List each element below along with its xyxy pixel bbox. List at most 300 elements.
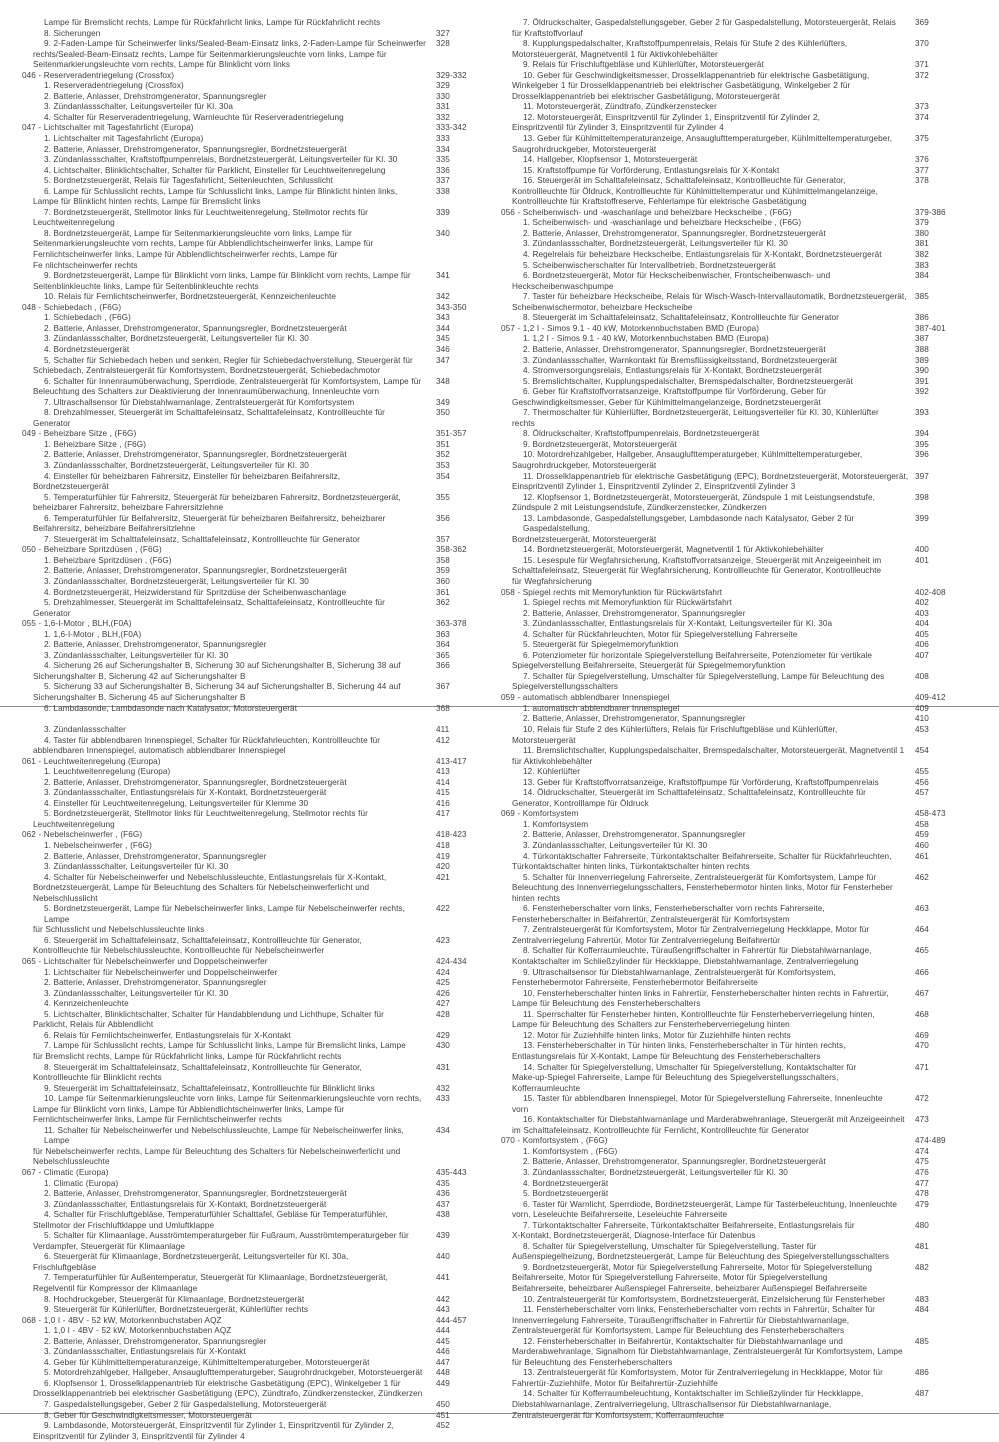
index-entry-text: [22, 155, 436, 166]
index-entry-line: 8. Hochdruckgeber, Steuergerät für Klimaanlage, Bordnetzsteuergerät: [44, 1294, 305, 1304]
index-entry: [501, 1115, 961, 1136]
page-2: [0, 707, 999, 1441]
index-entry-text: [501, 852, 915, 873]
index-entry-text: [501, 1168, 915, 1179]
index-entry-page-number: 349: [436, 397, 450, 407]
index-entry: [22, 102, 482, 113]
index-entry-text: [22, 936, 436, 957]
index-entry: [22, 1347, 482, 1358]
index-entry-text: [501, 1337, 915, 1369]
index-entry-text: [501, 925, 915, 946]
index-entry-page-number: 435-443: [436, 1167, 467, 1177]
index-entry-line: Seitenmarkierungsleuchte vorn rechts, Lampe für Abblendlichtscheinwerfer links, Lampe für: [33, 239, 374, 249]
index-entry-line: Nebelschlussleuchte: [33, 1157, 110, 1167]
index-entry: [22, 1326, 482, 1337]
index-entry-text: [501, 366, 915, 377]
index-entry-line: Drosselklappenantrieb bei elektrischer Gasbetätigung, Motorsteuergerät: [512, 91, 780, 101]
index-entry-line: 3. Zündanlassschalter, Warnkontakt für Bremsflüssigkeitsstand, Bordnetzsteuergerät: [523, 355, 837, 365]
index-entry-text: [22, 957, 436, 968]
index-entry-line: 049 - Beheizbare Sitze , (F6G): [22, 429, 137, 439]
index-entry-line: Fensterhebermotor Fahrerseite, Fensterhebermotor Beifahrerseite: [512, 978, 758, 988]
index-entry-page-number: 395: [915, 439, 929, 449]
index-entry-page-number: 438: [436, 1210, 450, 1220]
index-entry-text: [501, 1094, 915, 1115]
index-entry-line: Drosselklappenantrieb bei elektrischer Gasbetätigung (EPC), Zündtrafo, Zündkerzenstecker, Zündkerzen: [33, 1389, 423, 1399]
index-entry-text: [22, 630, 436, 641]
index-entry-line: Lampe für Blinklicht vorn links, Lampe für Abblendlichtscheinwerfer links, Lampe für: [33, 1104, 345, 1114]
index-entry-line: Beleuchtung des Schalters zur Deaktivierung der Innenraumüberwachung, Innenleuchte vorn: [33, 387, 380, 397]
index-entry-line: 2. Batterie, Anlasser, Drehstromgenerator, Spannungsregler: [523, 714, 746, 724]
index-entry-line: 7. Ultraschallsensor für Diebstahlwarnanlage, Zentralsteuergerät für Komfortsystem: [44, 397, 355, 407]
index-entry-page-number: 422: [436, 904, 450, 914]
index-entry-text: [22, 598, 436, 619]
index-entry-line: 7. Öldruckschalter, Gaspedalstellungsgeber, Geber 2 für Gaspedalstellung, Motorsteuergerät, Relais: [523, 18, 896, 27]
index-entry-page-number: 380: [915, 228, 929, 238]
index-entry-line: 2. Batterie, Anlasser, Drehstromgenerator, Spannungsregler: [44, 640, 267, 650]
index-entry-line: 062 - Nebelscheinwerfer , (F6G): [22, 830, 143, 840]
index-entry-text: [501, 556, 915, 588]
index-entry-page-number: 483: [915, 1294, 929, 1304]
index-entry: [22, 334, 482, 345]
index-entry: [501, 324, 961, 335]
index-entry: [501, 1389, 961, 1421]
index-entry-page-number: 384: [915, 271, 929, 281]
index-entry-line: 10. Motordrehzahlgeber, Hallgeber, Ansauglufttemperaturgeber, Kühlmitteltemperaturgeber,: [523, 450, 863, 460]
index-entry-text: [22, 1316, 436, 1327]
index-entry-page-number: 410: [915, 714, 929, 724]
index-entry-line: Lampe für Blinklicht hinten rechts, Lampe für Bremslicht links: [33, 197, 261, 207]
index-entry-text: [501, 651, 915, 672]
index-entry-line: 2. Batterie, Anlasser, Drehstromgenerator, Spannungsregler, Bordnetzsteuergerät: [44, 450, 347, 460]
index-entry-page-number: 437: [436, 1199, 450, 1209]
index-entry-line: 6. Taster für Warnlicht, Sperrdiode, Bordnetzsteuergerät, Lampe für Tasterbeleuchtung, Innenleuchte: [523, 1199, 897, 1209]
index-entry-page-number: 352: [436, 450, 450, 460]
index-entry-line: 5. Temperaturfühler für Fahrersitz, Steuergerät für beheizbaren Fahrersitz, Bordnetzsteuergerät,: [44, 492, 401, 502]
index-entry-page-number: 419: [436, 851, 450, 861]
index-entry-line: 10. Relais für Stufe 2 des Kühlerlüfters, Relais für Frischluftgebläse und Kühlerlüfter,: [523, 725, 838, 734]
index-entry-line: 4. Bordnetzsteuergerät: [44, 344, 130, 354]
index-entry-line: 1. Komfortsystem: [523, 819, 589, 829]
index-entry-page-number: 485: [915, 1336, 929, 1346]
index-entry-text: [22, 830, 436, 841]
index-entry-line: 8. Drehzahlmesser, Steuergerät im Schalttafeleinsatz, Schalttafeleinsatz, Kontrollleuchte für: [44, 408, 385, 418]
index-entry-text: [22, 450, 436, 461]
index-entry-text: [501, 1179, 915, 1190]
index-entry-page-number: 452: [436, 1421, 450, 1431]
index-entry: [22, 630, 482, 641]
index-entry-text: [501, 809, 915, 820]
index-entry-line: Fe nlichtscheinwerfer rechts: [33, 260, 138, 270]
index-entry-text: [501, 1295, 915, 1306]
index-entry: [22, 799, 482, 810]
index-entry-page-number: 388: [915, 344, 929, 354]
index-entry-page-number: 387: [915, 334, 929, 344]
index-entry: [501, 556, 961, 588]
index-entry: [22, 661, 482, 682]
index-entry-line: 15. Kraftstoffpumpe für Vorförderung, Entlastungsrelais für X-Kontakt: [523, 165, 780, 175]
index-entry-page-number: 364: [436, 640, 450, 650]
index-entry-page-number: 382: [915, 250, 929, 260]
index-entry-page-number: 439: [436, 1231, 450, 1241]
index-entry: [501, 788, 961, 809]
index-entry-line: Zentralsteuergerät für Komfortsystem, Lampe für Beleuchtung des Fensterheberschalters: [512, 1326, 845, 1336]
index-entry: [22, 852, 482, 863]
index-entry-page-number: 415: [436, 788, 450, 798]
index-entry: [501, 71, 961, 103]
index-entry-line: 3. Zündanlassschalter, Kraftstoffpumpenrelais, Bordnetzsteuergerät, Leitungsverteiler für Kl. 30: [44, 155, 398, 165]
index-entry-line: 6. Steuergerät für Klimaanlage, Bordnetzsteuergerät, Leitungsverteiler für Kl. 30a,: [44, 1252, 349, 1262]
index-entry: [501, 904, 961, 925]
index-entry: [22, 356, 482, 377]
index-entry: [501, 39, 961, 60]
index-entry-line: Seitenmarkierungsleuchte vorn rechts, Lampe für Blinklicht vorn links: [33, 60, 291, 70]
index-entry-line: 12. Motorsteuergerät, Einspritzventil für Zylinder 1, Einspritzventil für Zylinder 2,: [523, 112, 820, 122]
index-entry: [501, 450, 961, 471]
index-entry: [501, 218, 961, 229]
index-entry: [501, 619, 961, 630]
index-entry-page-number: 417: [436, 809, 450, 819]
index-entry: [22, 862, 482, 873]
index-entry: [501, 767, 961, 778]
index-entry: [22, 166, 482, 177]
index-entry-text: [22, 81, 436, 92]
index-entry-text: [501, 968, 915, 989]
index-entry-page-number: 387-401: [915, 323, 946, 333]
index-entry-page-number: 373: [915, 102, 929, 112]
index-entry-text: [501, 166, 915, 177]
index-entry-page-number: 392: [915, 387, 929, 397]
index-entry-page-number: 338: [436, 186, 450, 196]
index-entry: [501, 102, 961, 113]
index-entry-text: [22, 968, 436, 979]
index-entry-line: 5. Motordrehzahlgeber, Hallgeber, Ansauglufttemperaturgeber, Saugrohrdruckgeber, Motorsteuergerät: [44, 1368, 423, 1378]
index-entry-line: 3. Zündanlassschalter, Entlastungsrelais für X-Kontakt, Bordnetzsteuergerät: [44, 788, 327, 798]
index-entry-line: Kontrollleuchte für Kraftstoffreserve, Fehlerlampe für elektrische Gasbetätigung: [512, 197, 807, 207]
index-entry-page-number: 330: [436, 91, 450, 101]
index-entry-line: Zündspule 2 mit Leistungsendstufe, Zündkerzenstecker, Zündkerzen: [512, 503, 767, 513]
index-entry-page-number: 454: [915, 746, 929, 756]
index-entry-page-number: 341: [436, 271, 450, 281]
index-entry-text: [22, 313, 436, 324]
index-entry-text: [501, 250, 915, 261]
index-entry-line: 6. Schalter für Innenraumüberwachung, Sperrdiode, Zentralsteuergerät für Komfortsystem, Lampe für: [44, 376, 422, 386]
index-entry: [22, 968, 482, 979]
index-entry-page-number: 424-434: [436, 957, 467, 967]
index-entry: [22, 229, 482, 271]
index-entry: [22, 577, 482, 588]
index-entry-text: [22, 725, 436, 736]
index-entry-line: Beleuchtung des Innenverriegelungsschalters, Fensterhebermotor hinten links, Motor für Fensterheber: [512, 883, 893, 893]
index-entry: [22, 39, 482, 71]
index-entry-text: [22, 123, 436, 134]
index-entry-line: 7. Gaspedalstellungsgeber, Geber 2 für Gaspedalstellung, Motorsteuergerät: [44, 1400, 327, 1409]
index-entry-line: 047 - Lichtschalter mit Tagesfahrlicht (Europa): [22, 123, 194, 133]
index-entry-page-number: 436: [436, 1189, 450, 1199]
index-entry-line: 13. Lambdasonde, Gaspedalstellungsgeber, Lambdasonde nach Katalysator, Geber 2 für Gaspedalstellung,: [523, 513, 855, 534]
index-entry: [22, 1010, 482, 1031]
index-entry-text: [22, 429, 436, 440]
index-entry-page-number: 400: [915, 545, 929, 555]
index-entry-line: 1. Schiebedach , (F6G): [44, 313, 131, 323]
index-entry-line: hinten rechts: [512, 893, 561, 903]
index-entry: [501, 1031, 961, 1042]
index-entry-text: [501, 1115, 915, 1136]
index-entry-line: 1. Spiegel rechts mit Memoryfunktion für Rückwärtsfahrt: [523, 598, 732, 608]
index-entry-text: [22, 176, 436, 187]
index-entry-page-number: 358-362: [436, 545, 467, 555]
index-entry-line: 5. Bordnetzsteuergerät: [523, 1189, 609, 1199]
index-entry-text: [501, 630, 915, 641]
index-entry-page-number: 408: [915, 671, 929, 681]
index-entry-text: [22, 377, 436, 398]
index-entry: [22, 472, 482, 493]
index-entry-text: [501, 39, 915, 60]
index-entry-line: Türkontaktschalter hinten links, Türkontaktschalter hinten rechts: [512, 862, 750, 872]
index-entry-page-number: 344: [436, 323, 450, 333]
index-entry-page-number: 351-357: [436, 429, 467, 439]
index-entry-line: 14. Bordnetzsteuergerät, Motorsteuergerät, Magnetventil 1 für Aktivkohlebehälter: [523, 545, 824, 555]
index-entry-text: [501, 619, 915, 630]
index-entry-line: 9. 2-Faden-Lampe für Scheinwerfer links/Sealed-Beam-Einsatz links, 2-Faden-Lampe für Scheinwerfer: [44, 39, 426, 49]
index-entry: [22, 566, 482, 577]
index-entry: [501, 651, 961, 672]
index-entry: [501, 1157, 961, 1168]
index-entry-text: [22, 187, 436, 208]
index-entry-text: [22, 1295, 436, 1306]
index-entry-text: [501, 292, 915, 313]
index-entry-page-number: 426: [436, 988, 450, 998]
index-entry-text: [22, 1189, 436, 1200]
index-entry-line: 3. Zündanlassschalter, Bordnetzsteuergerät, Leitungsverteiler für Kl. 30: [523, 1167, 788, 1177]
index-entry-line: 8. Öldruckschalter, Kraftstoffpumpenrelais, Bordnetzsteuergerät: [523, 429, 760, 439]
index-entry-line: Saugrohrdruckgeber, Motorsteuergerät: [512, 144, 657, 154]
index-entry-line: Lampe für Beleuchtung des Fensterheberschalters: [512, 999, 701, 1009]
index-entry-page-number: 365: [436, 650, 450, 660]
index-entry-line: Innenverriegelung Fahrerseite, Türaußengriffschalter in Fahrertür für Diebstahlwarnanlage,: [512, 1315, 850, 1325]
index-entry: [501, 18, 961, 39]
index-entry-line: 3. Zündanlassschalter, Entlastungsrelais für X-Kontakt, Leitungsverteiler für Kl. 30a: [523, 619, 833, 629]
index-entry-text: [501, 176, 915, 208]
index-entry-page-number: 405: [915, 629, 929, 639]
index-entry-page-number: 459: [915, 830, 929, 840]
index-entry: [501, 250, 961, 261]
index-entry-page-number: 412: [436, 735, 450, 745]
index-entry-page-number: 418: [436, 841, 450, 851]
index-entry-line: 050 - Beheizbare Spritzdüsen , (F6G): [22, 545, 162, 555]
index-entry: [22, 619, 482, 630]
index-entry-line: 13. Fensterheberschalter in Tür hinten links, Fensterheberschalter in Tür hinten rechts,: [523, 1041, 846, 1051]
index-entry: [22, 809, 482, 830]
index-entry: [22, 978, 482, 989]
index-entry-page-number: 401: [915, 555, 929, 565]
index-entry-line: 4. Schalter für Rückfahrleuchten, Motor für Spiegelverstellung Fahrerseite: [523, 629, 798, 639]
index-entry-line: rechts: [512, 418, 535, 428]
index-entry-line: 4. Kennzeichenleuchte: [44, 999, 129, 1009]
index-entry-page-number: 403: [915, 608, 929, 618]
index-entry-line: 7. Bordnetzsteuergerät, Stellmotor links für Leuchtweitenregelung, Stellmotor rechts für: [44, 207, 368, 217]
index-entry-line: Sicherungshalter B, Sicherung 42 auf Sicherungshalter B: [33, 671, 246, 681]
index-entry-line: Lampe für Bremslicht rechts, Lampe für Rückfahrlicht links, Lampe für Rückfahrlicht rechts: [44, 18, 381, 27]
index-entry-line: Kontrollleuchte für Blinklicht rechts: [33, 1073, 162, 1083]
index-entry-page-number: 487: [915, 1389, 929, 1399]
index-entry: [22, 187, 482, 208]
index-entry-line: Fernlichtscheinwerfer links, Lampe für Abblendlichtscheinwerfer rechts, Lampe für: [33, 250, 338, 260]
index-entry: [501, 440, 961, 451]
index-entry-page-number: 478: [915, 1189, 929, 1199]
index-entry-page-number: 377: [915, 165, 929, 175]
index-entry-page-number: 444: [436, 1326, 450, 1336]
index-entry: [501, 155, 961, 166]
index-entry: [22, 535, 482, 546]
index-entry-line: Motorsteuergerät: [512, 735, 576, 745]
index-entry: [501, 292, 961, 313]
index-entry: [501, 725, 961, 746]
index-entry-line: Winkelgeber 1 für Drosselklappenantrieb bei elektrischer Gasbetätigung, Winkelgeber 2 für: [512, 81, 851, 91]
index-entry-page-number: 402: [915, 598, 929, 608]
index-entry-line: Saugrohrdruckgeber, Motorsteuergerät: [512, 460, 657, 470]
index-entry-line: 068 - 1,0 I - 4BV - 52 kW, Motorkennbuchstaben AQZ: [22, 1315, 222, 1325]
index-entry-line: für Nebelscheinwerfer rechts, Lampe für Beleuchtung des Schalters für Nebelscheinwerferlicht und: [33, 1146, 401, 1156]
index-entry-text: [22, 1337, 436, 1348]
index-entry: [501, 989, 961, 1010]
index-entry-line: Kontaktschalter im Schließzylinder für Heckklappe, Diebstahlwarnanlage, Zentralverriegelung: [512, 957, 859, 967]
index-entry-line: 059 - automatisch abblendbarer Innenspiegel: [501, 693, 670, 702]
index-entry-line: 13. Geber für Kraftstoffvorratsanzeige, Kraftstoffpumpe für Vorförderung, Kraftstoffpumpenrelais: [523, 777, 879, 787]
index-entry-line: vorn: [512, 1104, 529, 1114]
index-entry-page-number: 332: [436, 112, 450, 122]
index-entry-text: [501, 218, 915, 229]
index-entry-line: 7. Taster für beheizbare Heckscheibe, Relais für Wisch-Wasch-Intervallautomatik, Bordnetzsteuergerät,: [523, 292, 907, 302]
index-entry-line: abblendbaren Innenspiegel, automatisch abblendbarer Innenspiegel: [33, 746, 286, 756]
index-entry-line: 4. Schalter für Nebelscheinwerfer und Nebelschlussleuchte, Entlastungsrelais für X-Kontakt,: [44, 872, 387, 882]
index-entry-line: 3. Zündanlassschalter, Leitungsverteiler für Kl. 30: [44, 650, 229, 660]
index-entry-page-number: 479: [915, 1199, 929, 1209]
index-entry-line: Fahrertür-Zuziehhilfe, Motor für Beifahrertür-Zuziehhilfe: [512, 1378, 718, 1388]
index-entry-page-number: 379-386: [915, 207, 946, 217]
index-entry-page-number: 451: [436, 1410, 450, 1420]
index-entry-page-number: 442: [436, 1294, 450, 1304]
index-entry-text: [22, 461, 436, 472]
index-entry: [501, 1010, 961, 1031]
index-entry-line: Einspritzventil für Zylinder 3, Einspritzventil für Zylinder 4: [33, 1431, 245, 1441]
index-entry: [501, 1368, 961, 1389]
index-entry-text: [22, 1231, 436, 1252]
index-entry-line: 11. Schalter für Nebelscheinwerfer und Nebelschlussleuchte, Lampe für Nebelscheinwerfer links, Lampe: [44, 1125, 404, 1146]
index-entry-line: 2. Batterie, Anlasser, Drehstromgenerator, Spannungsregler: [44, 978, 267, 988]
index-entry: [501, 1179, 961, 1190]
index-entry-page-number: 356: [436, 513, 450, 523]
index-entry: [501, 1242, 961, 1263]
index-entry-page-number: 327: [436, 28, 450, 38]
index-entry-line: 2. Batterie, Anlasser, Drehstromgenerator, Spannungsregler, Bordnetzsteuergerät: [44, 566, 347, 576]
index-entry-page-number: 362: [436, 598, 450, 608]
index-entry-page-number: 389: [915, 355, 929, 365]
index-entry-page-number: 420: [436, 862, 450, 872]
index-entry-page-number: 466: [915, 967, 929, 977]
index-entry: [22, 345, 482, 356]
index-entry-line: 1. Leuchtweitenregelung (Europa): [44, 767, 171, 777]
index-entry-text: [22, 493, 436, 514]
index-entry-text: [22, 271, 436, 292]
page-1-left-column: [22, 18, 482, 713]
index-entry-page-number: 458: [915, 819, 929, 829]
index-entry-page-number: 393: [915, 408, 929, 418]
index-entry-line: Kontrollleuchte für Nebelschlussleuchte, Kontrollleuchte für Nebelscheinwerfer: [33, 946, 325, 956]
index-entry: [22, 71, 482, 82]
index-entry-line: 057 - 1,2 I - Simos 9.1 - 40 kW, Motorkennbuchstaben BMD (Europa): [501, 323, 760, 333]
index-entry-text: [501, 1147, 915, 1158]
index-entry: [501, 672, 961, 693]
index-entry-text: [22, 39, 436, 71]
index-entry: [22, 830, 482, 841]
index-entry-line: Kontrollleuchte für Öldruck, Kontrollleuchte für Kühlmitteltemperatur und Kühlmittelmangelanzeige,: [512, 186, 878, 196]
index-entry-text: [22, 1252, 436, 1273]
index-entry: [22, 682, 482, 703]
index-entry-page-number: 429: [436, 1030, 450, 1040]
index-entry-page-number: 476: [915, 1167, 929, 1177]
index-entry-page-number: 425: [436, 978, 450, 988]
index-entry-page-number: 455: [915, 767, 929, 777]
index-entry-line: rechts/Sealed-Beam-Einsatz rechts, Lampe für Seitenmarkierungsleuchte vorn links, Lampe für: [33, 49, 387, 59]
index-entry: [501, 493, 961, 514]
index-entry-text: [501, 514, 915, 546]
index-entry-text: [501, 18, 915, 39]
index-entry-page-number: 458-473: [915, 809, 946, 819]
index-entry-line: für Aktivkohlebehälter: [512, 756, 593, 766]
index-entry-page-number: 345: [436, 334, 450, 344]
index-entry-page-number: 446: [436, 1347, 450, 1357]
index-entry-line: 1. Reserveradentriegelung (Crossfox): [44, 81, 184, 91]
index-entry: [501, 345, 961, 356]
index-entry-line: 15. Taster für abblendbaren Innenspiegel, Motor für Spiegelverstellung Fahrerseite, Innenleuchte: [523, 1094, 883, 1104]
index-entry-page-number: 333-342: [436, 123, 467, 133]
index-entry: [22, 1252, 482, 1273]
index-entry-line: 10. Lampe für Seitenmarkierungsleuchte vorn links, Lampe für Seitenmarkierungsleuchte vorn rechts,: [44, 1094, 422, 1104]
index-entry-text: [501, 334, 915, 345]
index-entry-text: [501, 904, 915, 925]
index-entry-line: beheizbarer Fahrersitz, beheizbare Fahrersitzlehne: [33, 503, 224, 513]
index-entry: [22, 514, 482, 535]
index-entry: [22, 1210, 482, 1231]
index-entry-line: 1. Lichtschalter für Nebelscheinwerfer und Doppelscheinwerfer: [44, 967, 278, 977]
index-entry-line: Make-up-Spiegel Fahrerseite, Lampe für Beleuchtung des Spiegelverstellungsschalters,: [512, 1073, 839, 1083]
index-entry-page-number: 361: [436, 587, 450, 597]
index-entry-text: [501, 640, 915, 651]
index-entry-text: [22, 229, 436, 271]
index-entry-page-number: 354: [436, 471, 450, 481]
index-entry-line: 4. Bordnetzsteuergerät, Heizwiderstand für Spritzdüse der Scheibenwaschanlage: [44, 587, 347, 597]
index-entry: [22, 1179, 482, 1190]
index-entry-page-number: 477: [915, 1178, 929, 1188]
index-entry: [22, 725, 482, 736]
index-entry-page-number: 453: [915, 725, 929, 734]
index-entry: [501, 229, 961, 240]
index-entry-page-number: 456: [915, 777, 929, 787]
index-entry-page-number: 465: [915, 946, 929, 956]
index-entry-page-number: 475: [915, 1157, 929, 1167]
index-entry-page-number: 480: [915, 1220, 929, 1230]
index-entry-line: 070 - Komfortsystem , (F6G): [501, 1136, 608, 1146]
index-entry-text: [22, 356, 436, 377]
index-entry-line: 4. Türkontaktschalter Fahrerseite, Türkontaktschalter Beifahrerseite, Schalter für Rückfahrleuchten,: [523, 851, 892, 861]
index-entry-line: 055 - 1,6-I-Motor , BLH,(F0A): [22, 619, 132, 629]
index-entry-line: 9. Bordnetzsteuergerät, Motor für Spiegelverstellung Fahrerseite, Motor für Spiegelverstellung: [523, 1262, 872, 1272]
index-entry: [22, 1200, 482, 1211]
index-entry-line: 8. Geber für Geschwindigkeitsmesser, Motorsteuergerät: [44, 1410, 252, 1420]
index-entry: [22, 292, 482, 303]
index-entry-text: [22, 29, 436, 40]
index-entry: [22, 155, 482, 166]
